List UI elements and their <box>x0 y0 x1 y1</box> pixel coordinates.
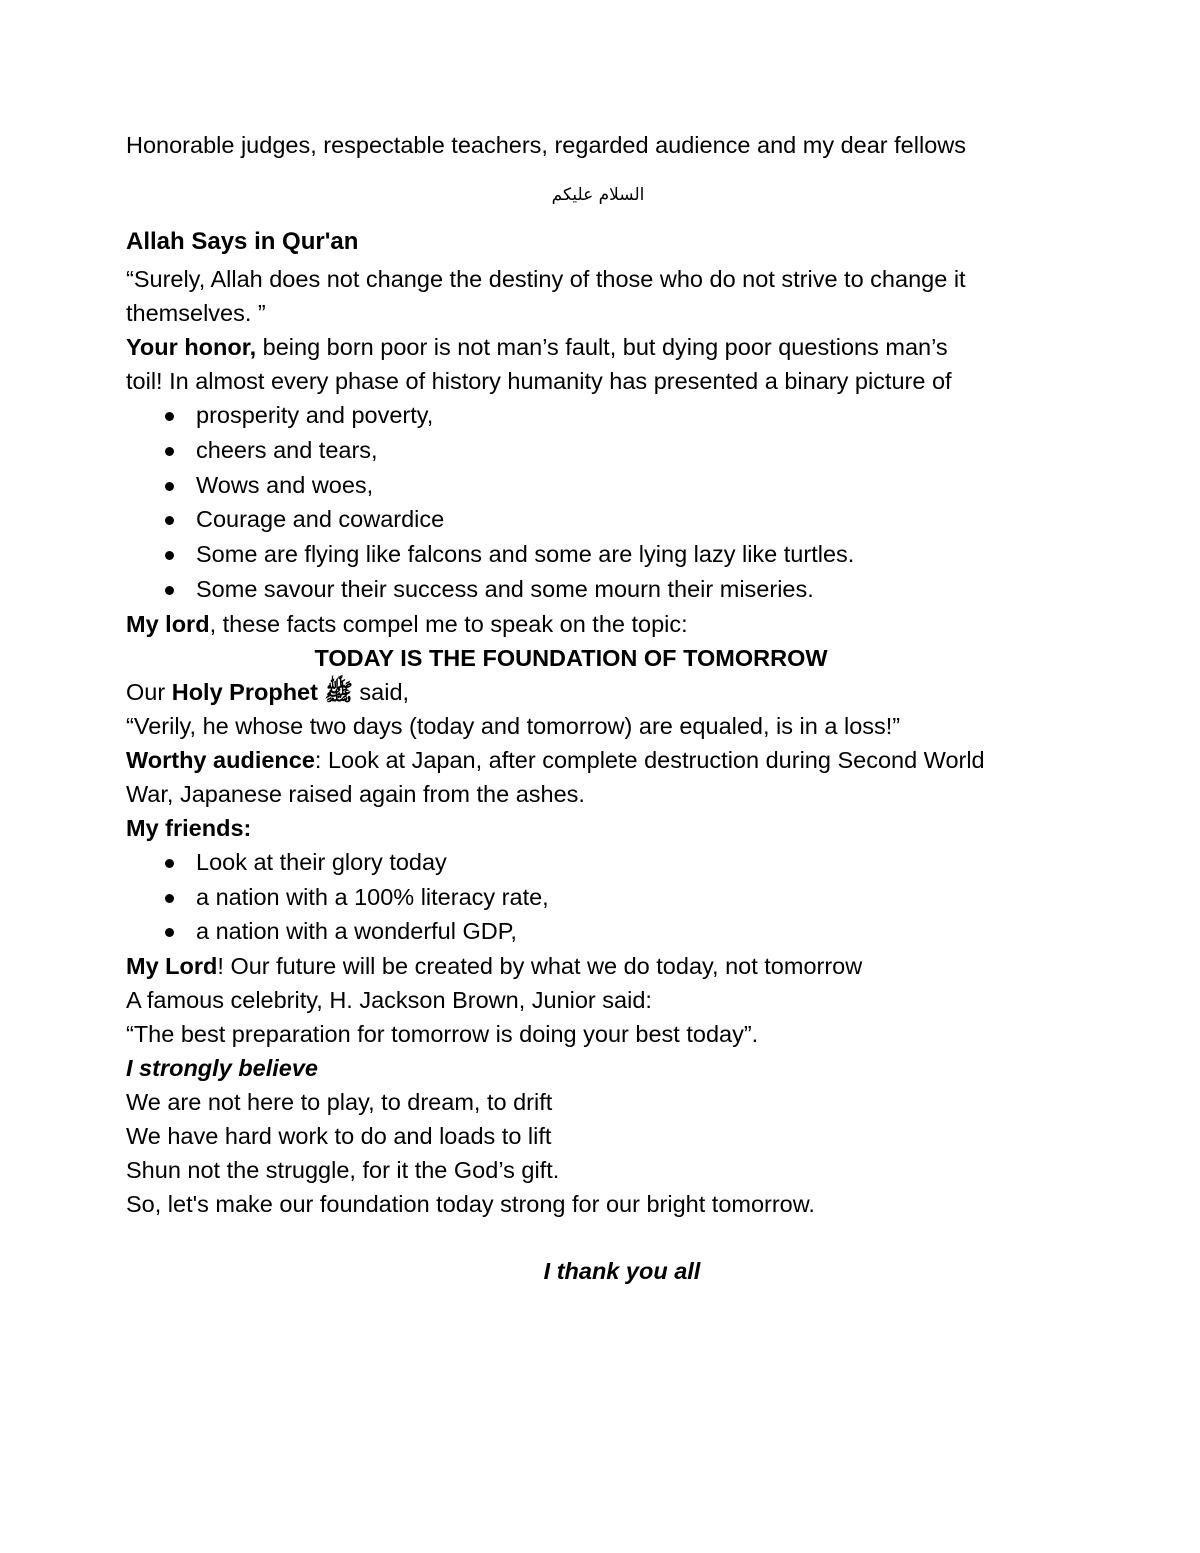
audience-paragraph-line-2: War, Japanese raised again from the ashes. <box>126 780 585 807</box>
list-item: a nation with a 100% literacy rate, <box>170 880 1050 915</box>
audience-text: : Look at Japan, after complete destruction during Second World <box>314 746 985 773</box>
honor-paragraph-line-1 <box>126 330 1050 364</box>
poem-line: Shun not the struggle, for it the God’s gift. <box>126 1157 560 1184</box>
quran-quote-line-1: “Surely, Allah does not change the destiny of those who do not strive to change it <box>126 266 966 292</box>
list-item: Some savour their success and some mourn their miseries. <box>170 572 1050 607</box>
japan-list <box>126 845 1050 949</box>
celebrity-line: A famous celebrity, H. Jackson Brown, Junior said: <box>126 987 652 1014</box>
celebrity-quote: “The best preparation for tomorrow is doing your best today”. <box>126 1021 759 1048</box>
lord-paragraph <box>126 607 1050 641</box>
believe-label: I strongly believe <box>126 1055 318 1082</box>
poem-line: We have hard work to do and loads to lift <box>126 1123 552 1150</box>
hadith-quote: “Verily, he whose two days (today and tomorrow) are equaled, is in a loss!” <box>126 712 901 739</box>
prophet-line <box>126 675 1050 709</box>
friends-label: My friends: <box>126 814 252 841</box>
prophet-label: Holy Prophet ﷺ <box>171 678 353 705</box>
list-item: cheers and tears, <box>170 433 1050 468</box>
poem-line: So, let's make our foundation today strong for our bright tomorrow. <box>126 1191 815 1218</box>
lord-text: , these facts compel me to speak on the topic: <box>209 610 688 637</box>
believe-heading <box>126 1051 1050 1085</box>
lord2-text: ! Our future will be created by what we do today, not tomorrow <box>217 953 863 980</box>
lord2-label: My Lord <box>126 953 218 980</box>
list-item: Courage and cowardice <box>170 502 1050 537</box>
honor-text: being born poor is not man’s fault, but dying poor questions man’s <box>256 334 948 360</box>
lord-label: My lord <box>126 610 210 637</box>
list-item: a nation with a wonderful GDP, <box>170 914 1050 949</box>
arabic-greeting: السلام علیکم <box>551 185 645 205</box>
honor-paragraph-line-2: toil! In almost every phase of history humanity has presented a binary picture of <box>126 368 952 394</box>
salutation: Honorable judges, respectable teachers, regarded audience and my dear fellows <box>126 132 966 158</box>
prophet-prefix: Our <box>126 678 172 705</box>
quran-heading: Allah Says in Qur'an <box>126 228 359 255</box>
closing-thanks: I thank you all <box>543 1258 701 1285</box>
binary-picture-list <box>126 398 1050 607</box>
prophet-suffix: said, <box>352 678 410 705</box>
list-item: Look at their glory today <box>170 845 1050 880</box>
list-item: Some are flying like falcons and some are lying lazy like turtles. <box>170 537 1050 572</box>
speech-topic: TODAY IS THE FOUNDATION OF TOMORROW <box>314 644 828 671</box>
honor-label: Your honor, <box>126 334 257 360</box>
lord2-paragraph <box>126 949 1050 983</box>
audience-paragraph-line-1 <box>126 743 1050 777</box>
list-item: Wows and woes, <box>170 468 1050 503</box>
quran-quote-line-2: themselves. ” <box>126 300 266 326</box>
poem-line: We are not here to play, to dream, to drift <box>126 1089 553 1116</box>
audience-label: Worthy audience <box>126 746 315 773</box>
list-item: prosperity and poverty, <box>170 398 1050 433</box>
friends-heading <box>126 811 1050 845</box>
